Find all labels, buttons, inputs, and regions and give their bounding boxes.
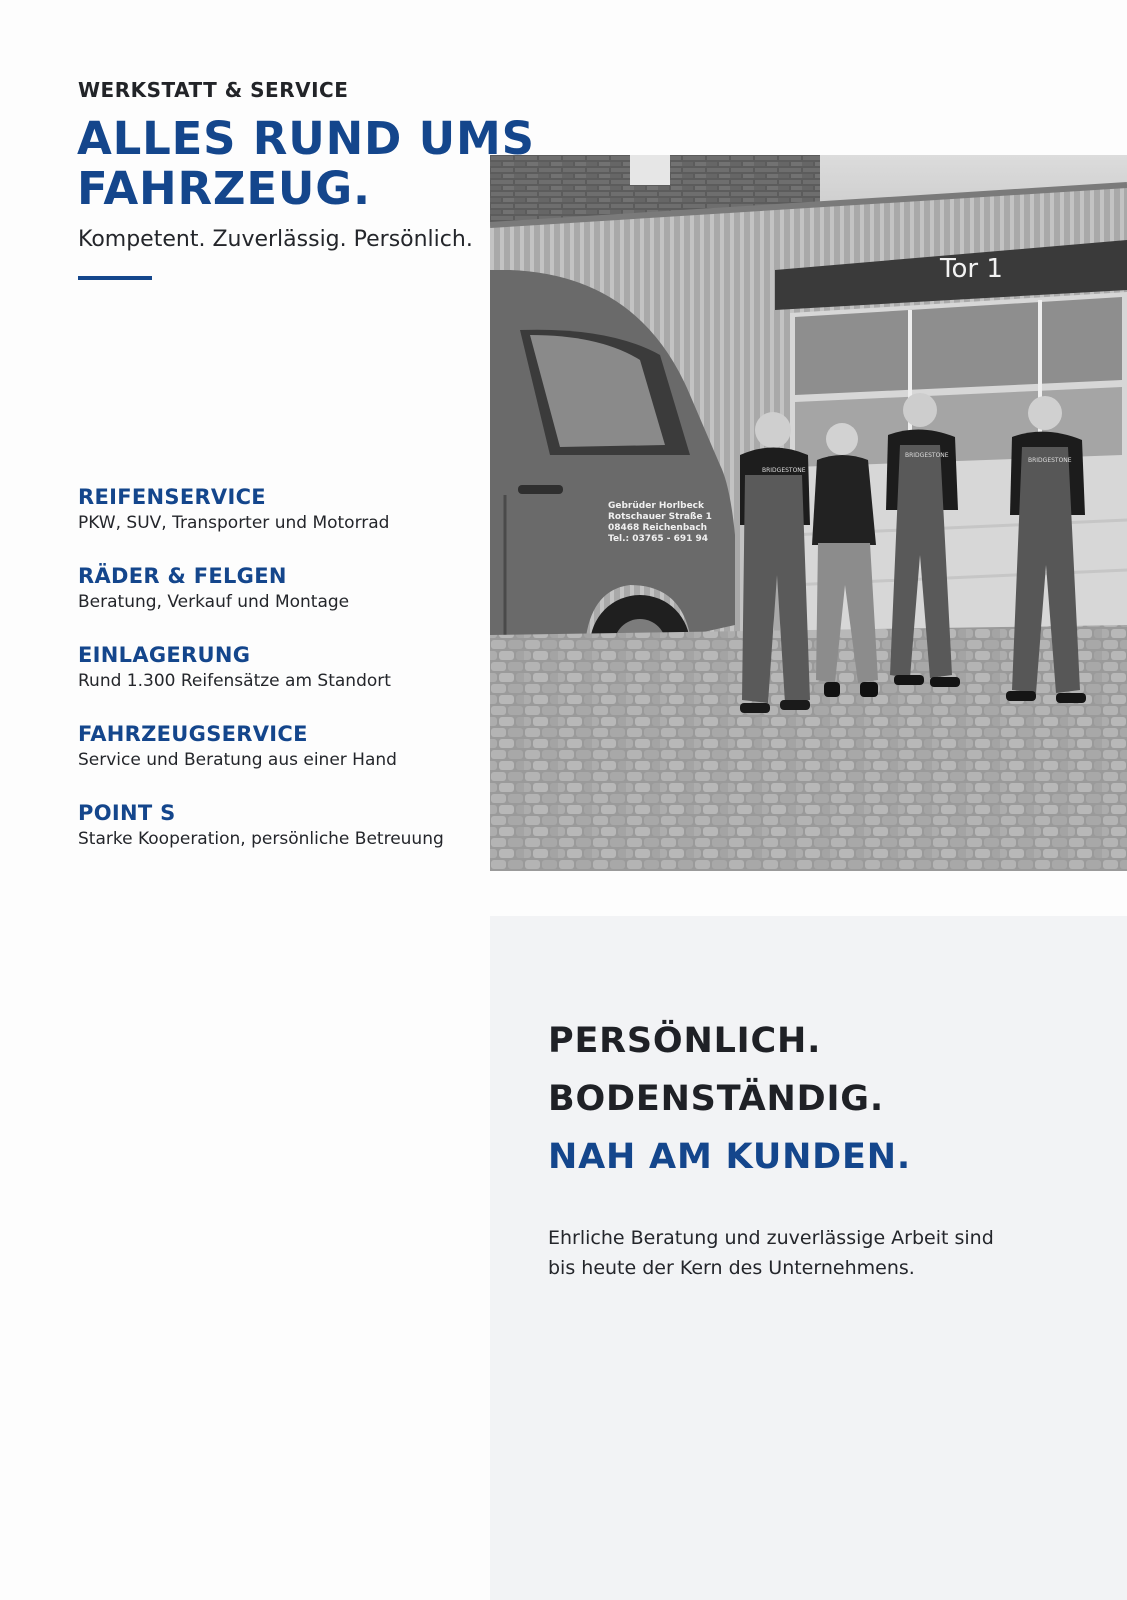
service-description: Rund 1.300 Reifensätze am Standort [78, 671, 391, 691]
service-description: Beratung, Verkauf und Montage [78, 592, 350, 612]
team-photo-illustration [490, 155, 1127, 871]
claim-line-1: PERSÖNLICH. [548, 1021, 822, 1061]
service-item-point-s [78, 799, 478, 878]
van-lettering-line: Gebrüder Horlbeck [608, 501, 705, 511]
service-title: FAHRZEUGSERVICE [78, 722, 308, 746]
van-lettering-line: Tel.: 03765 - 691 94 [608, 534, 709, 544]
claim-text: Ehrliche Beratung und zuverlässige Arbeit sind bis heute der Kern des Unternehmens. [548, 1227, 994, 1279]
service-item-einlagerung [78, 641, 478, 720]
headline-line-2: FAHRZEUG. [77, 162, 371, 215]
gate-sign-text: Tor 1 [940, 254, 1003, 284]
page-headline [77, 114, 535, 214]
van-lettering-line: Rotschauer Straße 1 [608, 512, 712, 522]
claim-line-3: NAH AM KUNDEN. [548, 1137, 911, 1177]
service-description: Starke Kooperation, persönliche Betreuung [78, 829, 444, 849]
headline-line-1: ALLES RUND UMS [77, 112, 535, 165]
accent-rule [78, 276, 152, 280]
claim-heading [548, 1012, 911, 1186]
van-lettering-line: 08468 Reichenbach [608, 523, 708, 533]
shirt-print: BRIDGESTONE [905, 452, 949, 459]
service-title: EINLAGERUNG [78, 643, 251, 667]
shirt-print: BRIDGESTONE [1028, 457, 1072, 464]
service-item-reifenservice [78, 483, 478, 562]
service-item-raeder-felgen [78, 562, 478, 641]
team-photo [490, 155, 1127, 871]
shirt-print: BRIDGESTONE [762, 467, 806, 474]
service-title: POINT S [78, 801, 176, 825]
service-description: Service und Beratung aus einer Hand [78, 750, 397, 770]
claim-panel [490, 916, 1127, 1600]
tagline: Kompetent. Zuverlässig. Persönlich. [78, 227, 473, 252]
service-title: REIFENSERVICE [78, 485, 266, 509]
service-title: RÄDER & FELGEN [78, 564, 287, 588]
service-description: PKW, SUV, Transporter und Motorrad [78, 513, 390, 533]
service-list [78, 483, 478, 878]
van-lettering [608, 501, 715, 544]
claim-line-2: BODENSTÄNDIG. [548, 1079, 884, 1119]
service-item-fahrzeugservice [78, 720, 478, 799]
section-eyebrow: WERKSTATT & SERVICE [78, 78, 349, 102]
